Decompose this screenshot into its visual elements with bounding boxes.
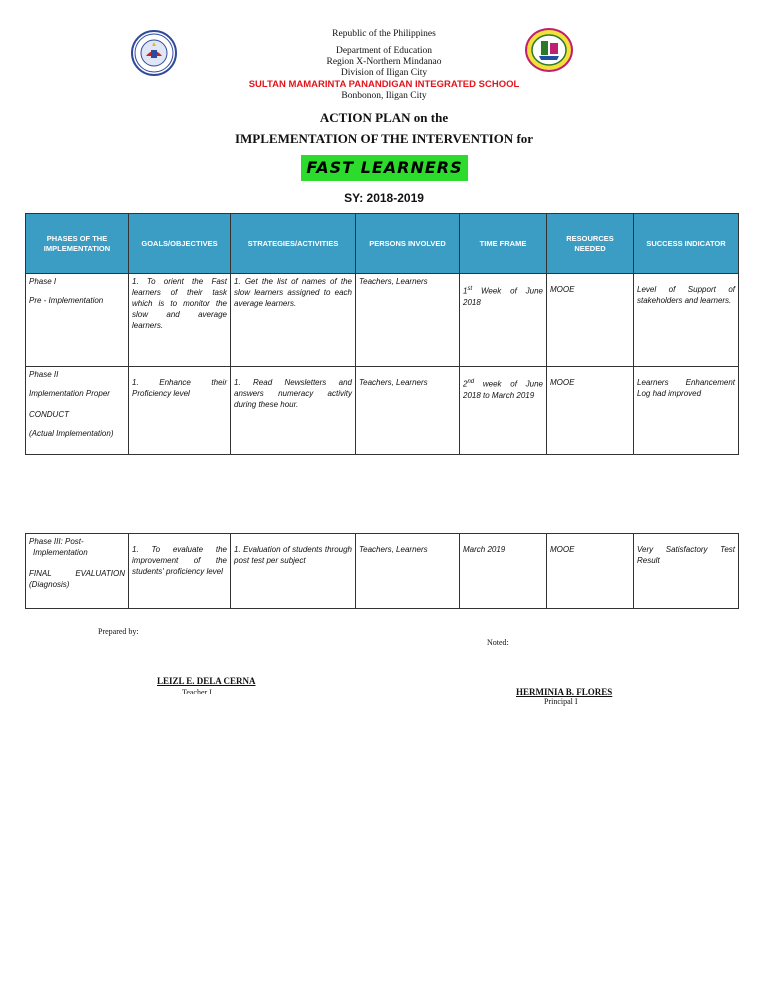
phase-label: Phase III: Post- bbox=[29, 537, 84, 546]
indicator-cell bbox=[634, 534, 739, 609]
persons-value: Teachers, Learners bbox=[359, 545, 428, 554]
indicator-cell bbox=[634, 274, 739, 367]
phase-sub-2: FINAL EVALUATION (Diagnosis) bbox=[29, 569, 125, 589]
header-time-frame: TIME FRAME bbox=[460, 214, 547, 274]
resources-value: MOOE bbox=[550, 545, 575, 554]
time-suffix: st bbox=[467, 286, 473, 292]
persons-cell bbox=[356, 534, 460, 609]
indicator-value: Level of Support of stakeholders and learners. bbox=[637, 285, 735, 305]
resources-cell bbox=[547, 367, 634, 455]
noted-title: Principal I bbox=[544, 697, 578, 706]
header-goals: GOALS/OBJECTIVES bbox=[129, 214, 231, 274]
header-department: Department of Education bbox=[335, 46, 433, 56]
phase-sub: Pre - Implementation bbox=[29, 296, 104, 305]
phase-sub: Implementation bbox=[33, 548, 88, 557]
phase-sub-3: (Actual Implementation) bbox=[29, 429, 114, 438]
indicator-value: Very Satisfactory Test Result bbox=[637, 545, 735, 565]
school-name: SULTAN MAMARINTA PANANDIGAN INTEGRATED SCHOOL bbox=[248, 79, 520, 90]
table-header-row bbox=[26, 214, 739, 274]
action-plan-table-continued bbox=[25, 533, 739, 609]
time-rest: week of June 2018 to March 2019 bbox=[463, 379, 543, 400]
phase-cell bbox=[26, 367, 129, 455]
goal-value: 1. To evaluate the improvement of the students' proficiency level bbox=[132, 545, 227, 576]
resources-value: MOOE bbox=[550, 378, 575, 387]
title-line-1: ACTION PLAN on the bbox=[319, 110, 449, 125]
header-persons: PERSONS INVOLVED bbox=[356, 214, 460, 274]
strategy-cell bbox=[231, 534, 356, 609]
goal-cell: 1. To orient the Fast learners of their task which is to monitor the slow and average learners. bbox=[129, 274, 231, 367]
header-success: SUCCESS INDICATOR bbox=[634, 214, 739, 274]
prepared-name: LEIZL E. DELA CERNA bbox=[157, 676, 256, 686]
phase-cell bbox=[26, 534, 129, 609]
table-row bbox=[26, 274, 739, 367]
persons-cell: Teachers, Learners bbox=[356, 274, 460, 367]
header-phases: PHASES OF THE IMPLEMENTATION bbox=[26, 214, 129, 274]
header-republic: Republic of the Philippines bbox=[332, 29, 436, 39]
phase-cell bbox=[26, 274, 129, 367]
header-resources: RESOURCES NEEDED bbox=[547, 214, 634, 274]
phase-label: Phase I bbox=[29, 277, 57, 286]
table-row bbox=[26, 534, 739, 609]
header-region: Region X-Northern Mindanao bbox=[326, 57, 442, 67]
prepared-title: Teacher I bbox=[182, 688, 212, 694]
goal-cell bbox=[129, 367, 231, 455]
noted-name: HERMINIA B. FLORES bbox=[516, 687, 613, 697]
school-address: Bonbonon, Iligan City bbox=[341, 91, 427, 101]
action-plan-table bbox=[25, 213, 739, 455]
title-highlight: FAST LEARNERS bbox=[301, 155, 468, 181]
goal-cell bbox=[129, 534, 231, 609]
resources-cell bbox=[547, 274, 634, 367]
title-line-2: IMPLEMENTATION OF THE INTERVENTION for bbox=[234, 131, 534, 146]
resources-value: MOOE bbox=[550, 285, 575, 294]
time-num: 1 bbox=[463, 286, 468, 296]
strategy-value: 1. Read Newsletters and answers numeracy activity during these hour. bbox=[234, 378, 352, 409]
time-suffix: nd bbox=[467, 379, 475, 385]
persons-cell bbox=[356, 367, 460, 455]
resources-cell bbox=[547, 534, 634, 609]
time-cell bbox=[460, 534, 547, 609]
strategy-cell: 1. Get the list of names of the slow learners assigned to each average learners. bbox=[231, 274, 356, 367]
phase-sub-2: CONDUCT bbox=[29, 410, 69, 419]
strategy-cell bbox=[231, 367, 356, 455]
time-num: 2 bbox=[463, 379, 468, 389]
prepared-label: Prepared by: bbox=[98, 627, 139, 636]
persons-value: Teachers, Learners bbox=[359, 378, 428, 387]
indicator-cell bbox=[634, 367, 739, 455]
time-rest: Week of June 2018 bbox=[463, 286, 543, 307]
school-year: SY: 2018-2019 bbox=[344, 191, 424, 205]
indicator-value: Learners Enhancement Log had improved bbox=[637, 378, 735, 398]
time-cell bbox=[460, 274, 547, 367]
header-division: Division of Iligan City bbox=[340, 68, 428, 78]
table-row bbox=[26, 367, 739, 455]
phase-label: Phase II bbox=[29, 370, 59, 379]
noted-label: Noted: bbox=[487, 638, 509, 647]
time-cell bbox=[460, 367, 547, 455]
time-value: March 2019 bbox=[463, 545, 506, 554]
goal-value: 1. Enhance their Proficiency level bbox=[132, 378, 227, 398]
strategy-value: 1. Evaluation of students through post test per subject bbox=[234, 545, 352, 565]
header-strategies: STRATEGIES/ACTIVITIES bbox=[231, 214, 356, 274]
phase-sub: Implementation Proper bbox=[29, 389, 110, 398]
